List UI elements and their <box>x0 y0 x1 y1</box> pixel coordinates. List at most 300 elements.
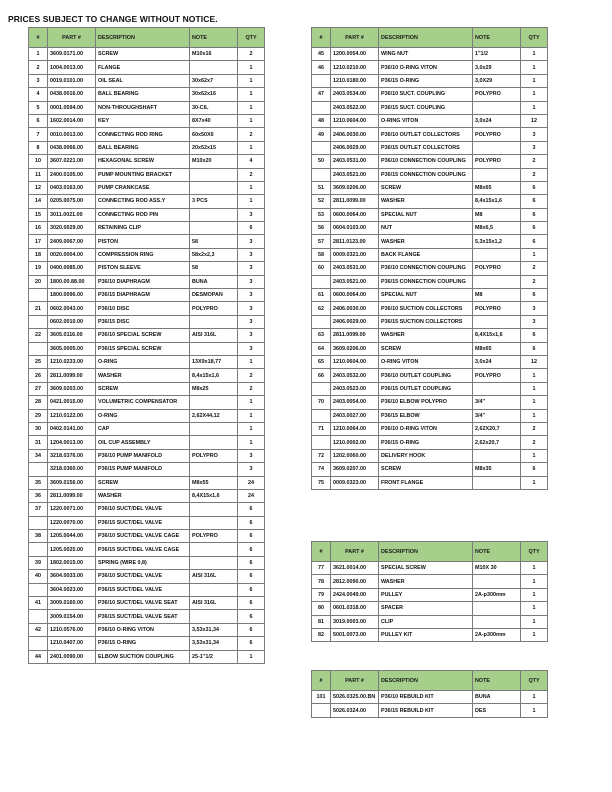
part-number-cell: 3605.0005.00 <box>48 342 96 355</box>
part-number-cell: 0600.0064.00 <box>331 289 379 302</box>
part-number-cell: 3604.0033.00 <box>48 570 96 583</box>
qty-cell: 6 <box>238 610 265 623</box>
item-number-cell <box>29 610 48 623</box>
item-number-cell <box>29 516 48 529</box>
item-number-cell: 58 <box>312 248 331 261</box>
part-number-cell: 3605.0116.00 <box>48 329 96 342</box>
part-number-cell: 0602.0043.00 <box>48 302 96 315</box>
part-number-cell: 3019.0003.00 <box>331 615 379 628</box>
description-cell: PULLEY <box>379 588 473 601</box>
note-cell <box>190 516 238 529</box>
qty-cell: 6 <box>521 463 548 476</box>
table-row <box>29 463 265 476</box>
note-cell <box>190 422 238 435</box>
part-number-cell: 3009.0154.00 <box>48 610 96 623</box>
qty-cell: 6 <box>521 195 548 208</box>
part-number-cell: 2403.0531.00 <box>331 155 379 168</box>
note-cell: AISI 316L <box>190 570 238 583</box>
note-cell: 8,4X15x1,6 <box>473 329 521 342</box>
table-row <box>312 128 548 141</box>
item-number-cell: 3 <box>29 74 48 87</box>
table-row <box>312 208 548 221</box>
note-cell <box>473 101 521 114</box>
qty-cell: 1 <box>521 449 548 462</box>
note-cell: POLYPRO <box>190 449 238 462</box>
description-cell: SCREW <box>96 382 190 395</box>
description-cell: P36/15 O-RING <box>379 74 473 87</box>
note-cell <box>190 222 238 235</box>
table-row <box>29 489 265 502</box>
qty-cell: 1 <box>521 588 548 601</box>
header-number: # <box>312 542 331 562</box>
part-number-cell: 2406.0029.00 <box>331 141 379 154</box>
qty-cell: 4 <box>238 155 265 168</box>
note-cell: 13X9x18,77 <box>190 355 238 368</box>
table-row <box>312 155 548 168</box>
table-row <box>29 449 265 462</box>
item-number-cell: 20 <box>29 275 48 288</box>
description-cell: O-RING <box>96 355 190 368</box>
note-cell: M8x65 <box>473 342 521 355</box>
description-cell: SCREW <box>379 181 473 194</box>
qty-cell: 2 <box>521 168 548 181</box>
item-number-cell: 31 <box>29 436 48 449</box>
price-notice: PRICES SUBJECT TO CHANGE WITHOUT NOTICE. <box>8 14 218 24</box>
qty-cell: 1 <box>238 88 265 101</box>
part-number-cell: 1210.0604.00 <box>331 355 379 368</box>
table-row <box>29 329 265 342</box>
part-number-cell: 2403.0054.00 <box>331 396 379 409</box>
description-cell: WASHER <box>96 489 190 502</box>
item-number-cell: 48 <box>312 114 331 127</box>
description-cell: RETAINING CLIP <box>96 222 190 235</box>
note-cell: M8 <box>473 289 521 302</box>
qty-cell: 1 <box>238 114 265 127</box>
item-number-cell <box>312 101 331 114</box>
table-row <box>29 181 265 194</box>
header-part-number: PART # <box>331 542 379 562</box>
description-cell: P36/10 SUCT/DEL VALVE CAGE <box>96 530 190 543</box>
item-number-cell: 66 <box>312 369 331 382</box>
part-number-cell: 0001.0594.00 <box>48 101 96 114</box>
description-cell: O-RING VITON <box>379 355 473 368</box>
item-number-cell: 49 <box>312 128 331 141</box>
item-number-cell <box>312 275 331 288</box>
part-number-cell: 0020.0004.00 <box>48 248 96 261</box>
qty-cell: 1 <box>238 396 265 409</box>
qty-cell: 2 <box>521 422 548 435</box>
header-description: DESCRIPTION <box>379 671 473 691</box>
item-number-cell: 34 <box>29 449 48 462</box>
item-number-cell: 2 <box>29 61 48 74</box>
note-cell: 60x50X6 <box>190 128 238 141</box>
item-number-cell: 63 <box>312 329 331 342</box>
table-row <box>29 155 265 168</box>
part-number-cell: 0009.0323.00 <box>331 476 379 489</box>
note-cell <box>190 610 238 623</box>
table-row <box>312 396 548 409</box>
note-cell <box>190 543 238 556</box>
part-number-cell: 2811.0123.00 <box>331 235 379 248</box>
qty-cell: 6 <box>521 342 548 355</box>
note-cell <box>190 181 238 194</box>
description-cell: OIL CUP ASSEMBLY <box>96 436 190 449</box>
part-number-cell: 1200.0054.00 <box>331 48 379 61</box>
table-row <box>312 704 548 717</box>
part-number-cell: 2401.0090.00 <box>48 650 96 663</box>
table-row <box>29 422 265 435</box>
parts-table-left <box>28 27 265 664</box>
description-cell: P36/10 SPECIAL SCREW <box>96 329 190 342</box>
item-number-cell: 11 <box>29 168 48 181</box>
note-cell: 3,0X29 <box>473 74 521 87</box>
note-cell <box>190 168 238 181</box>
description-cell: P36/10 DIAPHRAGM <box>96 275 190 288</box>
part-number-cell: 0601.0318.00 <box>331 602 379 615</box>
description-cell: P36/10 SUCT/DEL VALVE SEAT <box>96 597 190 610</box>
note-cell: M8 <box>473 208 521 221</box>
qty-cell: 3 <box>238 302 265 315</box>
part-number-cell: 3020.0029.00 <box>48 222 96 235</box>
note-cell: POLYPRO <box>473 262 521 275</box>
qty-cell: 1 <box>521 704 548 717</box>
item-number-cell: 40 <box>29 570 48 583</box>
part-number-cell: 1210.0064.00 <box>331 422 379 435</box>
note-cell: 2A-p300mm <box>473 588 521 601</box>
note-cell <box>473 382 521 395</box>
description-cell: SCREW <box>96 48 190 61</box>
part-number-cell: 2424.0049.00 <box>331 588 379 601</box>
table-row <box>312 615 548 628</box>
item-number-cell: 78 <box>312 575 331 588</box>
note-cell: M8x6,5 <box>473 222 521 235</box>
item-number-cell <box>29 342 48 355</box>
description-cell: BACK FLANGE <box>379 248 473 261</box>
part-number-cell: 1602.0014.00 <box>48 114 96 127</box>
note-cell <box>473 248 521 261</box>
qty-cell: 3 <box>238 235 265 248</box>
part-number-cell: 2406.0029.00 <box>331 315 379 328</box>
table-header <box>29 28 265 48</box>
note-cell: 1"1/2 <box>473 48 521 61</box>
qty-cell: 1 <box>521 369 548 382</box>
part-number-cell: 2403.0521.00 <box>331 168 379 181</box>
qty-cell: 1 <box>238 61 265 74</box>
note-cell <box>473 315 521 328</box>
part-number-cell: 2403.0522.00 <box>331 101 379 114</box>
qty-cell: 6 <box>238 570 265 583</box>
part-number-cell: 1210.0233.00 <box>48 355 96 368</box>
item-number-cell: 77 <box>312 562 331 575</box>
table-row <box>29 570 265 583</box>
qty-cell: 6 <box>238 597 265 610</box>
description-cell: NUT <box>379 222 473 235</box>
part-number-cell: 2811.0099.00 <box>48 489 96 502</box>
note-cell: 58x2x2,3 <box>190 248 238 261</box>
description-cell: P36/10 SUCTION COLLECTORS <box>379 302 473 315</box>
part-number-cell: 2811.0099.00 <box>331 329 379 342</box>
description-cell: SCREW <box>379 342 473 355</box>
qty-cell: 1 <box>521 691 548 704</box>
table-row <box>29 275 265 288</box>
part-number-cell: 1800.0096.00 <box>48 289 96 302</box>
qty-cell: 1 <box>521 48 548 61</box>
table-row <box>29 315 265 328</box>
item-number-cell: 28 <box>29 396 48 409</box>
part-number-cell: 3607.0221.00 <box>48 155 96 168</box>
qty-cell: 6 <box>521 329 548 342</box>
item-number-cell: 51 <box>312 181 331 194</box>
description-cell: VOLUMETRIC COMPENSATOR <box>96 396 190 409</box>
part-number-cell: 0600.0064.00 <box>331 208 379 221</box>
item-number-cell: 18 <box>29 248 48 261</box>
table-row <box>29 222 265 235</box>
description-cell: DELIVERY HOOK <box>379 449 473 462</box>
description-cell: COMPRESSION RING <box>96 248 190 261</box>
description-cell: P36/15 ELBOW <box>379 409 473 422</box>
item-number-cell: 14 <box>29 195 48 208</box>
qty-cell: 1 <box>521 615 548 628</box>
qty-cell: 6 <box>238 543 265 556</box>
qty-cell: 1 <box>238 355 265 368</box>
part-number-cell: 3218.0376.00 <box>48 449 96 462</box>
item-number-cell <box>312 436 331 449</box>
item-number-cell: 25 <box>29 355 48 368</box>
table-row <box>312 691 548 704</box>
qty-cell: 1 <box>521 476 548 489</box>
description-cell: CLIP <box>379 615 473 628</box>
item-number-cell <box>29 315 48 328</box>
description-cell: P36/15 SUCT/DEL VALVE <box>96 516 190 529</box>
table-row <box>312 74 548 87</box>
item-number-cell <box>312 382 331 395</box>
table-row <box>312 463 548 476</box>
note-cell <box>473 449 521 462</box>
note-cell <box>473 168 521 181</box>
item-number-cell <box>312 409 331 422</box>
note-cell: M10x20 <box>190 155 238 168</box>
table-row <box>312 289 548 302</box>
table-row <box>29 476 265 489</box>
table-row <box>29 195 265 208</box>
description-cell: P36/15 SUCT. COUPLING <box>379 101 473 114</box>
table-row <box>29 382 265 395</box>
qty-cell: 6 <box>238 583 265 596</box>
description-cell: ELBOW SUCTION COUPLING <box>96 650 190 663</box>
qty-cell: 3 <box>238 289 265 302</box>
note-cell: 3,53x31,34 <box>190 637 238 650</box>
note-cell <box>190 463 238 476</box>
table-row <box>29 623 265 636</box>
item-number-cell: 60 <box>312 262 331 275</box>
item-number-cell: 27 <box>29 382 48 395</box>
header-description: DESCRIPTION <box>379 542 473 562</box>
table-row <box>312 222 548 235</box>
header-description: DESCRIPTION <box>96 28 190 48</box>
part-number-cell: 1210.0002.00 <box>331 436 379 449</box>
table-row <box>312 48 548 61</box>
note-cell: M8x65 <box>473 181 521 194</box>
item-number-cell: 17 <box>29 235 48 248</box>
table-row <box>312 315 548 328</box>
part-number-cell: 2403.0531.00 <box>331 262 379 275</box>
note-cell: AISI 316L <box>190 597 238 610</box>
item-number-cell: 21 <box>29 302 48 315</box>
description-cell: P36/15 O-RING <box>379 436 473 449</box>
note-cell: 2,62x20,7 <box>473 436 521 449</box>
description-cell: WASHER <box>379 329 473 342</box>
table-row <box>312 114 548 127</box>
qty-cell: 3 <box>521 141 548 154</box>
note-cell: 58 <box>190 235 238 248</box>
table-row <box>29 503 265 516</box>
header-qty: QTY <box>521 542 548 562</box>
table-header <box>312 671 548 691</box>
note-cell: 3,53x31,34 <box>190 623 238 636</box>
part-number-cell: 1210.0407.00 <box>48 637 96 650</box>
qty-cell: 12 <box>521 355 548 368</box>
description-cell: WASHER <box>96 369 190 382</box>
table-row <box>29 61 265 74</box>
qty-cell: 1 <box>238 101 265 114</box>
item-number-cell <box>312 168 331 181</box>
description-cell: SPECIAL NUT <box>379 208 473 221</box>
header-note: NOTE <box>473 28 521 48</box>
table-row <box>312 369 548 382</box>
qty-cell: 1 <box>238 422 265 435</box>
note-cell <box>473 141 521 154</box>
item-number-cell: 4 <box>29 88 48 101</box>
description-cell: P36/10 O-RING VITON <box>379 61 473 74</box>
part-number-cell: 3609.0206.00 <box>331 342 379 355</box>
description-cell: P36/10 PUMP MANIFOLD <box>96 449 190 462</box>
part-number-cell: 5026.0325.00.BN <box>331 691 379 704</box>
table-row <box>29 141 265 154</box>
parts-table-right-main <box>311 27 548 490</box>
table-row <box>312 355 548 368</box>
part-number-cell: 3609.0207.00 <box>331 463 379 476</box>
table-row <box>29 597 265 610</box>
description-cell: P36/15 O-RING <box>96 637 190 650</box>
item-number-cell: 53 <box>312 208 331 221</box>
part-number-cell: 2403.0523.00 <box>331 382 379 395</box>
part-number-cell: 2403.0534.00 <box>331 88 379 101</box>
description-cell: P36/10 DISC <box>96 302 190 315</box>
header-part-number: PART # <box>48 28 96 48</box>
item-number-cell: 1 <box>29 48 48 61</box>
description-cell: P36/10 O-RING VITON <box>96 623 190 636</box>
note-cell: BUNA <box>190 275 238 288</box>
description-cell: P36/15 OUTLET COLLECTORS <box>379 141 473 154</box>
qty-cell: 3 <box>238 275 265 288</box>
qty-cell: 2 <box>521 275 548 288</box>
table-row <box>29 610 265 623</box>
item-number-cell <box>29 463 48 476</box>
part-number-cell: 3009.0160.00 <box>48 597 96 610</box>
description-cell: P36/15 DIAPHRAGM <box>96 289 190 302</box>
item-number-cell: 10 <box>29 155 48 168</box>
description-cell: SPACER <box>379 602 473 615</box>
qty-cell: 6 <box>521 208 548 221</box>
qty-cell: 24 <box>238 489 265 502</box>
item-number-cell: 75 <box>312 476 331 489</box>
note-cell <box>190 342 238 355</box>
part-number-cell: 2403.0532.00 <box>331 369 379 382</box>
qty-cell: 3 <box>238 208 265 221</box>
part-number-cell: 1220.0070.00 <box>48 516 96 529</box>
part-number-cell: 5001.0073.00 <box>331 628 379 641</box>
description-cell: P36/15 CONNECTION COUPLING <box>379 168 473 181</box>
parts-table-right-pulley <box>311 541 548 642</box>
description-cell: P36/15 SPECIAL SCREW <box>96 342 190 355</box>
table-row <box>29 74 265 87</box>
table-row <box>312 195 548 208</box>
note-cell: 2,62X20,7 <box>473 422 521 435</box>
header-qty: QTY <box>521 28 548 48</box>
note-cell <box>190 503 238 516</box>
item-number-cell <box>29 637 48 650</box>
description-cell: P36/15 SUCT/DEL VALVE <box>96 583 190 596</box>
description-cell: CONNECTING ROD RING <box>96 128 190 141</box>
table-row <box>312 409 548 422</box>
table-row <box>29 168 265 181</box>
qty-cell: 1 <box>521 74 548 87</box>
qty-cell: 3 <box>238 262 265 275</box>
table-row <box>29 208 265 221</box>
part-number-cell: 0602.0010.00 <box>48 315 96 328</box>
table-header <box>312 542 548 562</box>
qty-cell: 3 <box>521 128 548 141</box>
description-cell: O-RING <box>96 409 190 422</box>
item-number-cell: 70 <box>312 396 331 409</box>
description-cell: SPECIAL SCREW <box>379 562 473 575</box>
note-cell <box>473 602 521 615</box>
table-row <box>312 329 548 342</box>
part-number-cell: 3609.0156.00 <box>48 476 96 489</box>
description-cell: P36/10 SUCT. COUPLING <box>379 88 473 101</box>
table-row <box>312 628 548 641</box>
table-row <box>312 248 548 261</box>
note-cell: POLYPRO <box>473 155 521 168</box>
note-cell: 2A-p300mm <box>473 628 521 641</box>
description-cell: SPECIAL NUT <box>379 289 473 302</box>
item-number-cell: 52 <box>312 195 331 208</box>
description-cell: CAP <box>96 422 190 435</box>
part-number-cell: 2811.0099.00 <box>331 195 379 208</box>
description-cell: SPRING (WIRE 0,8) <box>96 556 190 569</box>
note-cell: 3/4" <box>473 396 521 409</box>
header-description: DESCRIPTION <box>379 28 473 48</box>
description-cell: BALL BEARING <box>96 141 190 154</box>
qty-cell: 2 <box>521 436 548 449</box>
table-row <box>312 382 548 395</box>
description-cell: P36/15 REBUILD KIT <box>379 704 473 717</box>
table-row <box>29 128 265 141</box>
part-number-cell: 3218.0360.00 <box>48 463 96 476</box>
item-number-cell: 29 <box>29 409 48 422</box>
description-cell: NON-THROUGHSHAFT <box>96 101 190 114</box>
part-number-cell: 0421.0015.00 <box>48 396 96 409</box>
qty-cell: 6 <box>521 235 548 248</box>
qty-cell: 6 <box>238 623 265 636</box>
item-number-cell: 8 <box>29 141 48 154</box>
table-row <box>29 556 265 569</box>
note-cell <box>473 575 521 588</box>
description-cell: WASHER <box>379 195 473 208</box>
part-number-cell: 2406.0030.00 <box>331 128 379 141</box>
note-cell: M10x16 <box>190 48 238 61</box>
part-number-cell: 5026.0324.00 <box>331 704 379 717</box>
